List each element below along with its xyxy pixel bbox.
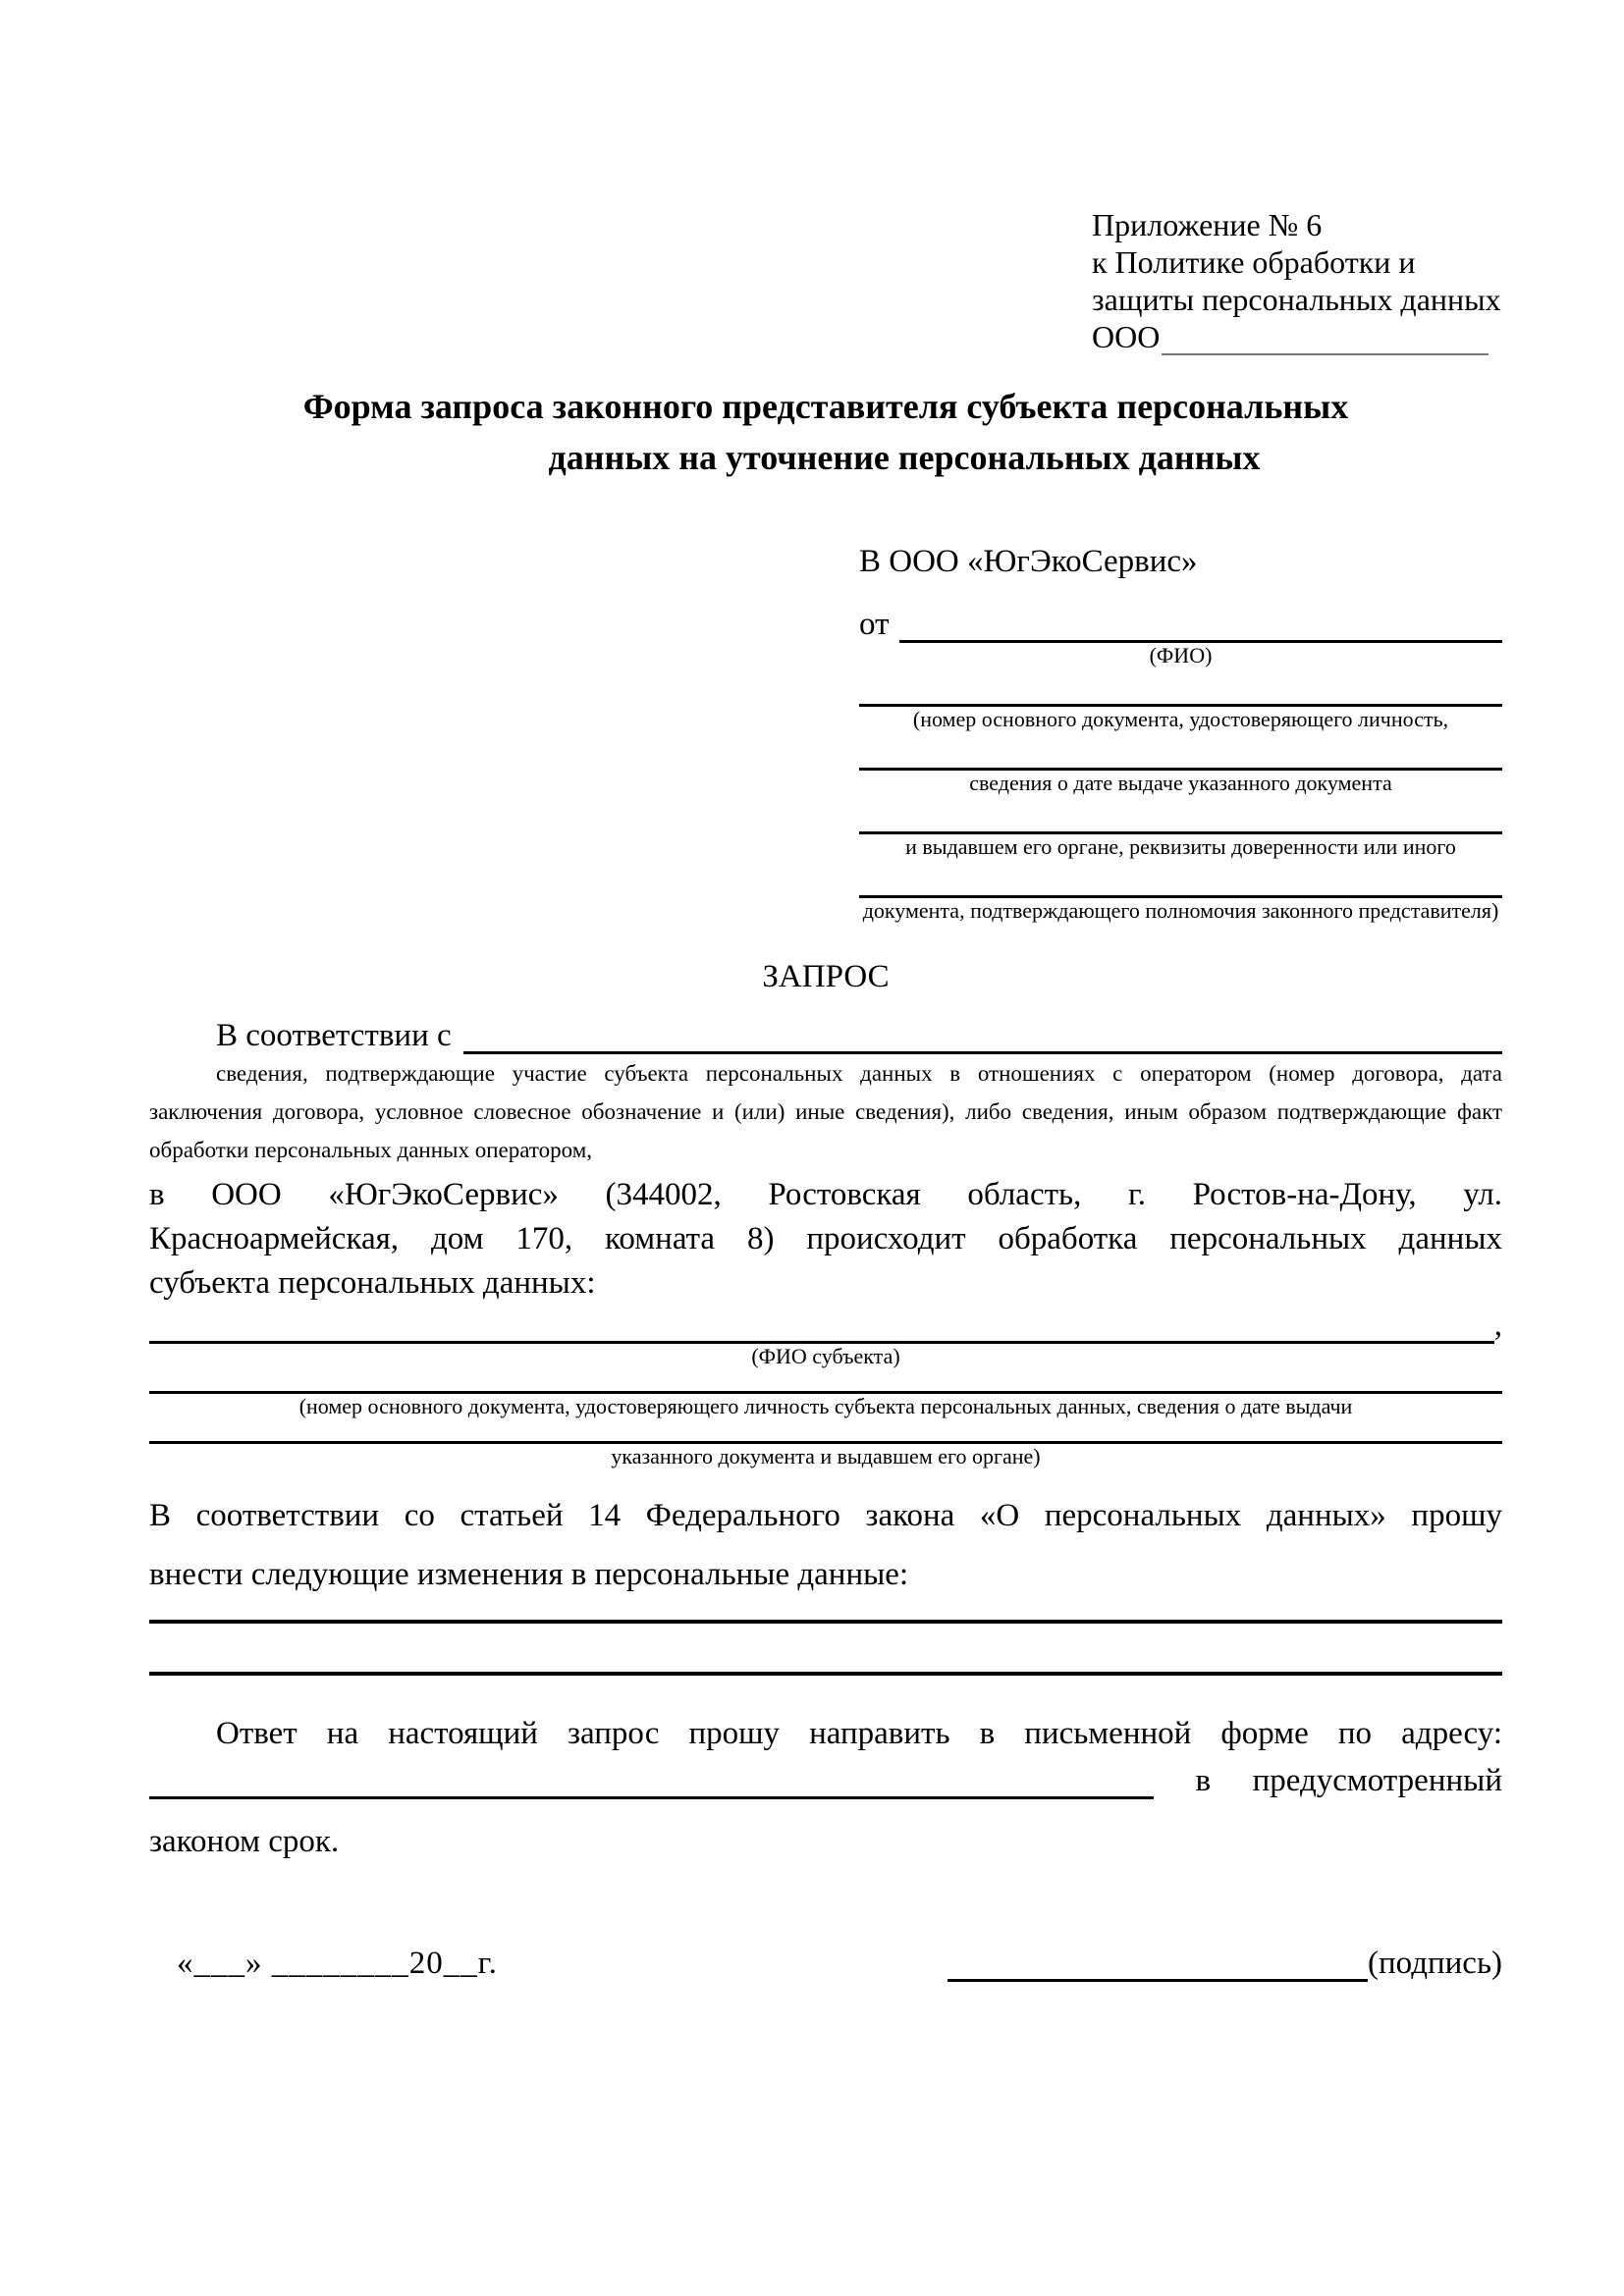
law-paragraph-line1: В соответствии со статьей 14 Федерального закона «О персональных данных» прошу [149,1498,1502,1533]
subject-fio-caption: (ФИО субъекта) [751,1344,900,1368]
law-paragraph [149,1486,1502,1604]
operator-paragraph-line2: Красноармейская, дом 170, комната 8) происходит обработка персональных данных [149,1221,1502,1256]
signature-area [947,1946,1502,1982]
changes-blank-field-1[interactable] [149,1604,1502,1624]
addressee-to: В ООО «ЮгЭкоСервис» [859,544,1198,579]
accordance-note-line2: заключения договора, условное словесное обозначение и (или) иные сведения), либо сведения, иным образом подтверждающие факт [149,1099,1502,1124]
accordance-blank-field[interactable] [463,1019,1502,1054]
request-heading: ЗАПРОС [762,959,890,994]
org-prefix: ООО [1092,319,1161,354]
from-row [859,604,1502,643]
appendix-policy-line2: защиты персональных данных [1092,282,1501,317]
accordance-note [149,1054,1502,1169]
reply-word-last: предусмотренный [1252,1763,1502,1798]
accordance-row [149,1015,1502,1054]
subject-document-blank-field-1[interactable] [149,1368,1502,1394]
subject-document-caption-1: (номер основного документа, удостоверяющего личность субъекта персональных данных, сведения о дате выдачи [298,1394,1353,1418]
operator-paragraph [149,1173,1502,1306]
signature-caption: (подпись) [1368,1946,1502,1981]
subject-document-blank-field-2[interactable] [149,1418,1502,1444]
operator-paragraph-line3: субъекта персональных данных: [149,1265,596,1301]
org-name-blank-field[interactable] [1162,322,1489,355]
id-document-blank-field-2[interactable] [859,731,1502,771]
id-document-blank-field-3[interactable] [859,795,1502,834]
accordance-prefix: В соответствии с [216,1018,452,1053]
id-document-blank-field-1[interactable] [859,667,1502,707]
reply-paragraph-line1: Ответ на настоящий запрос прошу направить в письменной форме по адресу: [216,1716,1502,1751]
reply-word-v: в [1195,1763,1212,1798]
appendix-policy-line1: к Политике обработки и [1092,244,1416,280]
id-document-caption-2: сведения о дате выдаче указанного документа [969,771,1392,795]
subject-fio-comma: , [1493,1308,1502,1343]
page-title-line2: данных на уточнение персональных данных [548,438,1261,477]
id-document-caption-4: документа, подтверждающего полномочия законного представителя) [862,898,1499,923]
reply-paragraph-line3: законом срок. [149,1824,340,1859]
subject-fio-row [149,1308,1502,1344]
appendix-header [1092,206,1502,355]
appendix-number: Приложение № 6 [1092,207,1323,242]
accordance-note-line3: обработки персональных данных оператором, [149,1138,592,1162]
page-title-line1: Форма запроса законного представителя субъекта персональных [302,387,1349,426]
org-name-row [1092,318,1502,355]
page-title [149,381,1502,483]
signature-blank-field[interactable] [947,1947,1368,1982]
id-document-caption-3: и выдавшем его органе, реквизиты доверенности или иного [905,834,1456,859]
reply-address-blank-field[interactable] [149,1764,1154,1799]
operator-paragraph-line1: в ООО «ЮгЭкоСервис» (344002, Ростовская область, г. Ростов-на-Дону, ул. [149,1177,1502,1212]
accordance-note-line1: сведения, подтверждающие участие субъекта персональных данных в отношениях с оператором (номер договора, дата [216,1061,1502,1086]
reply-address-row [149,1760,1502,1799]
subject-fio-blank-field[interactable] [149,1318,1494,1344]
addressee-block [859,544,1502,923]
footer-row [149,1939,1502,1982]
law-paragraph-line2: внести следующие изменения в персональные данные: [149,1557,909,1592]
changes-blank-field-2[interactable] [149,1624,1502,1676]
date-blank-field[interactable]: «___» ________20__г. [177,1946,498,1981]
from-name-blank-field[interactable] [899,608,1503,643]
id-document-caption-1: (номер основного документа, удостоверяющего личность, [912,707,1449,731]
from-label: от [859,607,890,642]
subject-document-caption-2: указанного документа и выдавшем его органе) [611,1444,1041,1468]
id-document-blank-field-4[interactable] [859,859,1502,898]
fio-caption: (ФИО) [1149,643,1213,667]
